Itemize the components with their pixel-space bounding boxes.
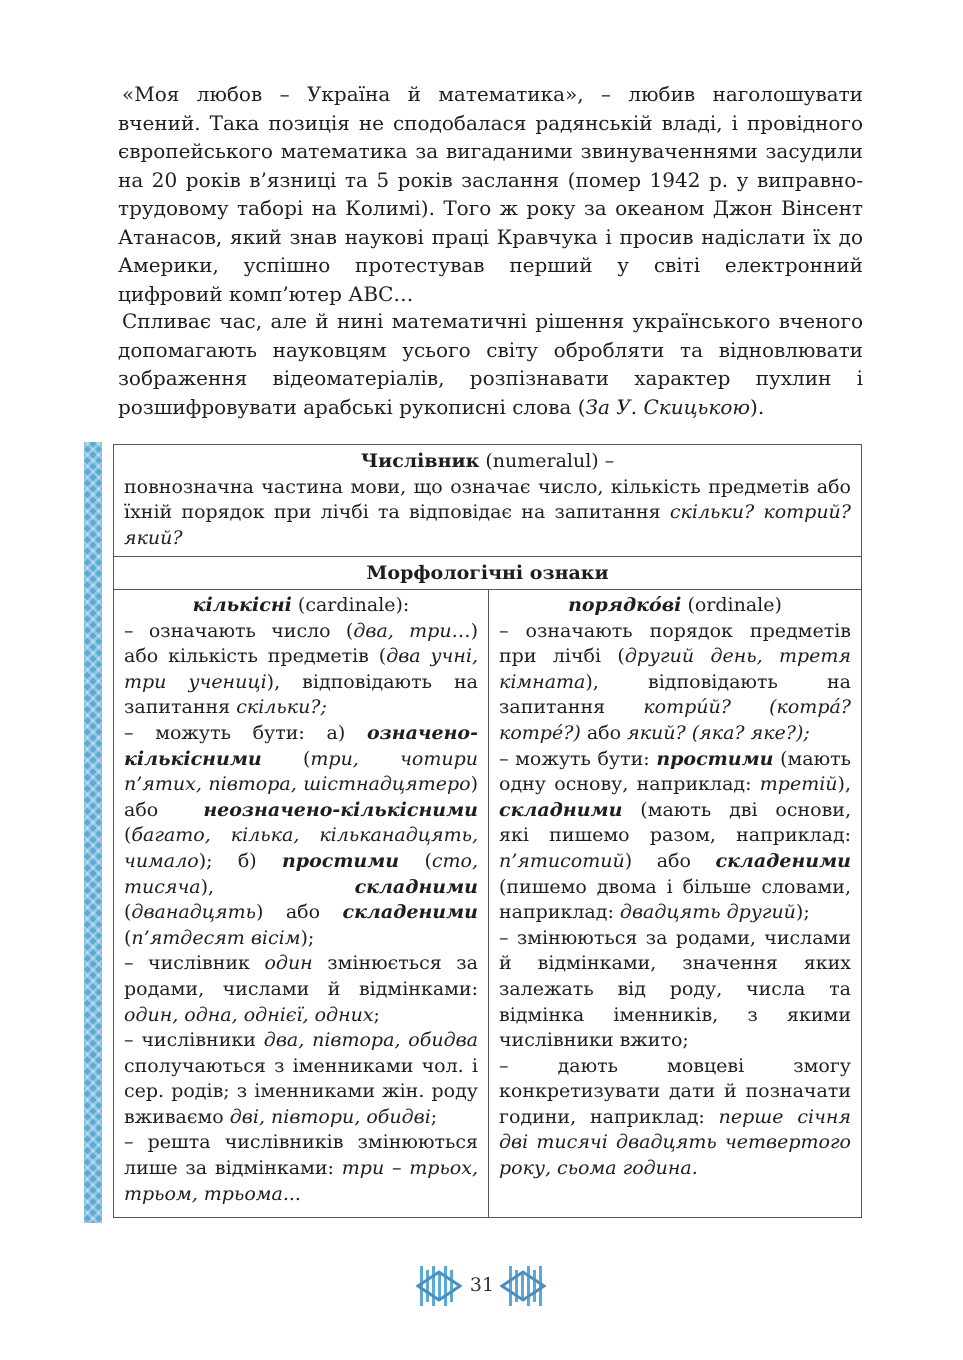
ordinal-column: [489, 590, 861, 1217]
paragraph-2: [118, 307, 863, 421]
definition-heading: [124, 449, 851, 475]
cardinal-point-4: – числівники два, півтора, обидва сполучаються з іменниками чол. і сер. родів; з іменниками жін. роду вживаємо дві, півтори, обидві;: [124, 1029, 479, 1128]
page-number: 31: [469, 1274, 495, 1296]
cardinal-latin: (cardinale):: [291, 594, 410, 616]
decorative-side-stripe: [84, 442, 102, 1223]
ordinal-term: порядко́ві: [568, 594, 682, 616]
ordinal-latin: (ordinale): [681, 594, 782, 616]
morphology-header: Морфологічні ознаки: [114, 557, 861, 590]
ordinal-point-2: – можуть бути: простими (мають одну основу, наприклад: третій), складними (мають дві основи, які пишемо разом, наприклад: п’ятисотий) або складеними (пишемо двома і більше словами, наприклад: двадцять другий);: [499, 747, 851, 924]
definition-cell: [114, 445, 861, 557]
cardinal-point-1: – означають число (два, три…) або кількість предметів (два учні, три учениці), відповідають на запитання скільки?;: [124, 619, 478, 719]
definition-latin: (numeralul) –: [479, 450, 615, 472]
paragraph-1: «Моя любов – Україна й математика», – любив наголошувати вчений. Така позиція не сподобалася радянській владі, і провідного європейського математика за вигаданими звинуваченнями засудили на 20 років в’язниці та 5 років заслання (помер 1942 р. у виправно-трудовому таборі на Колимі). Того ж року за океаном Джон Вінсент Атанасов, який знав наукові праці Кравчука і просив надіслати їх до Америки, успішно протестував перший у світі електронний цифровий комп’ютер АВС…: [118, 82, 863, 306]
numeral-table: [113, 444, 862, 1218]
ordinal-point-1: – означають порядок предметів при лічбі (другий день, третя кімната), відповідають на запитання котри́й? (котра́? котре́?) або який? (яка? яке?);: [499, 619, 851, 744]
definition-term: Числівник: [360, 450, 480, 472]
ordinal-point-3: – змінюються за родами, числами й відмінками, значення яких залежать від роду, числа та відмінка іменників, з якими числівники вжито;: [499, 926, 851, 1052]
ordinal-title: [499, 593, 851, 619]
paragraph-2-end: ).: [750, 394, 765, 419]
cardinal-point-2: – можуть бути: а) означено-кількісними (три, чотири п’ятих, півтора, шістнадцятеро) або неозначено-кількісними (багато, кілька, кільканадцять, чимало); б) простими (сто, тисяча), складними (дванадцять) або складеними (п’ятдесят вісім);: [124, 721, 479, 949]
ornament-left-icon: [416, 1264, 462, 1308]
source-attribution: За У. Скицькою: [585, 394, 751, 419]
definition-text: повнозначна частина мови, що означає число, кількість предметів або їхній порядок при лічбі та відповідає на запитання: [124, 475, 851, 524]
definition-questions: скільки? котрий? який?: [124, 501, 851, 549]
ordinal-point-4: – дають мовцеві змогу конкретизувати дати й позначати години, наприклад: перше січня дві тисячі двадцять четвертого року, сьома година.: [499, 1054, 851, 1180]
cardinal-point-3: – числівник один змінюється за родами, числами й відмінками: один, одна, однієї, одних;: [124, 952, 478, 1026]
definition-body: [124, 475, 851, 552]
page-footer: [0, 1264, 963, 1314]
cardinal-title: [124, 593, 478, 619]
ornament-right-icon: [500, 1264, 546, 1308]
cardinal-point-5: – решта числівників змінюються лише за відмінками: три – трьох, трьом, трьома...: [124, 1131, 478, 1205]
cardinal-term: кількісні: [192, 594, 292, 616]
cardinal-column: [114, 590, 489, 1217]
paragraph-2-text: Спливає час, але й нині математичні рішення українського вченого допомагають науковцям усього світу обробляти та відновлювати зображення відеоматеріалів, розпізнавати характер пухлин і розшифровувати арабські рукописні слова (: [118, 309, 863, 419]
